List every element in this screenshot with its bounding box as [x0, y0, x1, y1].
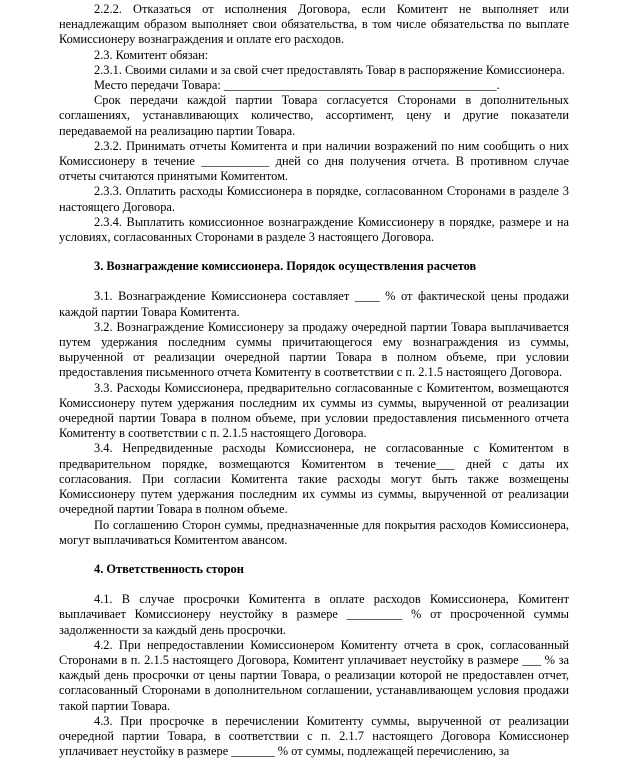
advance-payment-paragraph: По соглашению Сторон суммы, предназначенные для покрытия расходов Комиссионера, могут выплачиваться Комитентом авансом. — [59, 517, 569, 547]
clause-2-3-1: 2.3.1. Своими силами и за свой счет предоставлять Товар в распоряжение Комиссионера. — [94, 62, 565, 77]
clause-2-3-4: 2.3.4. Выплатить комиссионное вознаграждение Комиссионеру в порядке, размере и на условиях, согласованных Сторонами в разделе 3 настоящего Договора. — [59, 214, 569, 245]
transfer-term-paragraph: Срок передачи каждой партии Товара согласуется Сторонами в дополнительных соглашениях, устанавливающих количество, ассортимент, цену и другие показатели передаваемой на реализацию партии Товара. — [59, 93, 569, 138]
clause-3-4: 3.4. Непредвиденные расходы Комиссионера, не согласованные с Комитентом в предварительном порядке, возмещаются Комитентом в течение___ дней с даты их согласования. При согласии Комитента такие расходы могут быть также возмещены Комиссионеру путем удержания последним их суммы из суммы, вырученной от реализации очередной партии Товара в полном объеме. — [59, 441, 569, 517]
place-of-transfer-line: Место передачи Товара: ____________________________________________. — [94, 78, 500, 93]
clause-2-2-2: 2.2.2. Отказаться от исполнения Договора, если Комитент не выполняет или ненадлежащим образом выполняет свои обязательства, в том числе обязательства по выплате Комиссионеру вознаграждения и оплате его расходов. — [59, 2, 569, 47]
clause-2-3-3: 2.3.3. Оплатить расходы Комиссионера в порядке, согласованном Сторонами в разделе 3 настоящего Договора. — [59, 184, 569, 214]
clause-2-3: 2.3. Комитент обязан: — [94, 47, 209, 62]
clause-3-1: 3.1. Вознаграждение Комиссионера составляет ____ % от фактической цены продажи каждой партии Товара Комитента. — [59, 289, 569, 319]
clause-4-3: 4.3. При просрочке в перечислении Комитенту суммы, вырученной от реализации очередной партии Товара, в соответствии с п. 2.1.7 настоящего Договора Комиссионер уплачивает неустойку в размере _______ % от суммы, подлежащей перечислению, за — [59, 713, 569, 759]
section-4-heading: 4. Ответственность сторон — [94, 561, 244, 576]
clause-2-3-2: 2.3.2. Принимать отчеты Комитента и при наличии возражений по ним сообщить о них Комиссионеру в течение ___________ дней со дня получения отчета. В противном случае отчеты считаются принятыми Комитентом. — [59, 138, 569, 184]
clause-3-2: 3.2. Вознаграждение Комиссионеру за продажу очередной партии Товара выплачивается путем удержания последним суммы причитающегося ему вознаграждения из суммы, вырученной от реализации очередной партии Товара в полном объеме, при условии предоставления письменного отчета Комитенту в соответствии с п. 2.1.5 настоящего Договора. — [59, 319, 569, 380]
clause-3-3: 3.3. Расходы Комиссионера, предварительно согласованные с Комитентом, возмещаются Комиссионеру путем удержания последним их суммы из суммы, вырученной от реализации очередной партии Товара в полном объеме, при условии предоставления письменного отчета Комитенту в соответствии с п. 2.1.5 настоящего Договора. — [59, 380, 569, 441]
clause-4-1: 4.1. В случае просрочки Комитента в оплате расходов Комиссионера, Комитент выплачивает Комиссионеру неустойку в размере _________ % от просроченной суммы задолженности за каждый день просрочки. — [59, 592, 569, 637]
section-3-heading: 3. Вознаграждение комиссионера. Порядок осуществления расчетов — [94, 259, 477, 274]
clause-4-2: 4.2. При непредоставлении Комиссионером Комитенту отчета в срок, согласованный Сторонами в п. 2.1.5 настоящего Договора, Комитент уплачивает неустойку в размере ___ % за каждый день просрочки от цены партии Товара, о реализации которой не предоставлен отчет, согласованный Сторонами в дополнительном соглашении, устанавливающем условия продажи такой партии Товара. — [59, 637, 569, 713]
